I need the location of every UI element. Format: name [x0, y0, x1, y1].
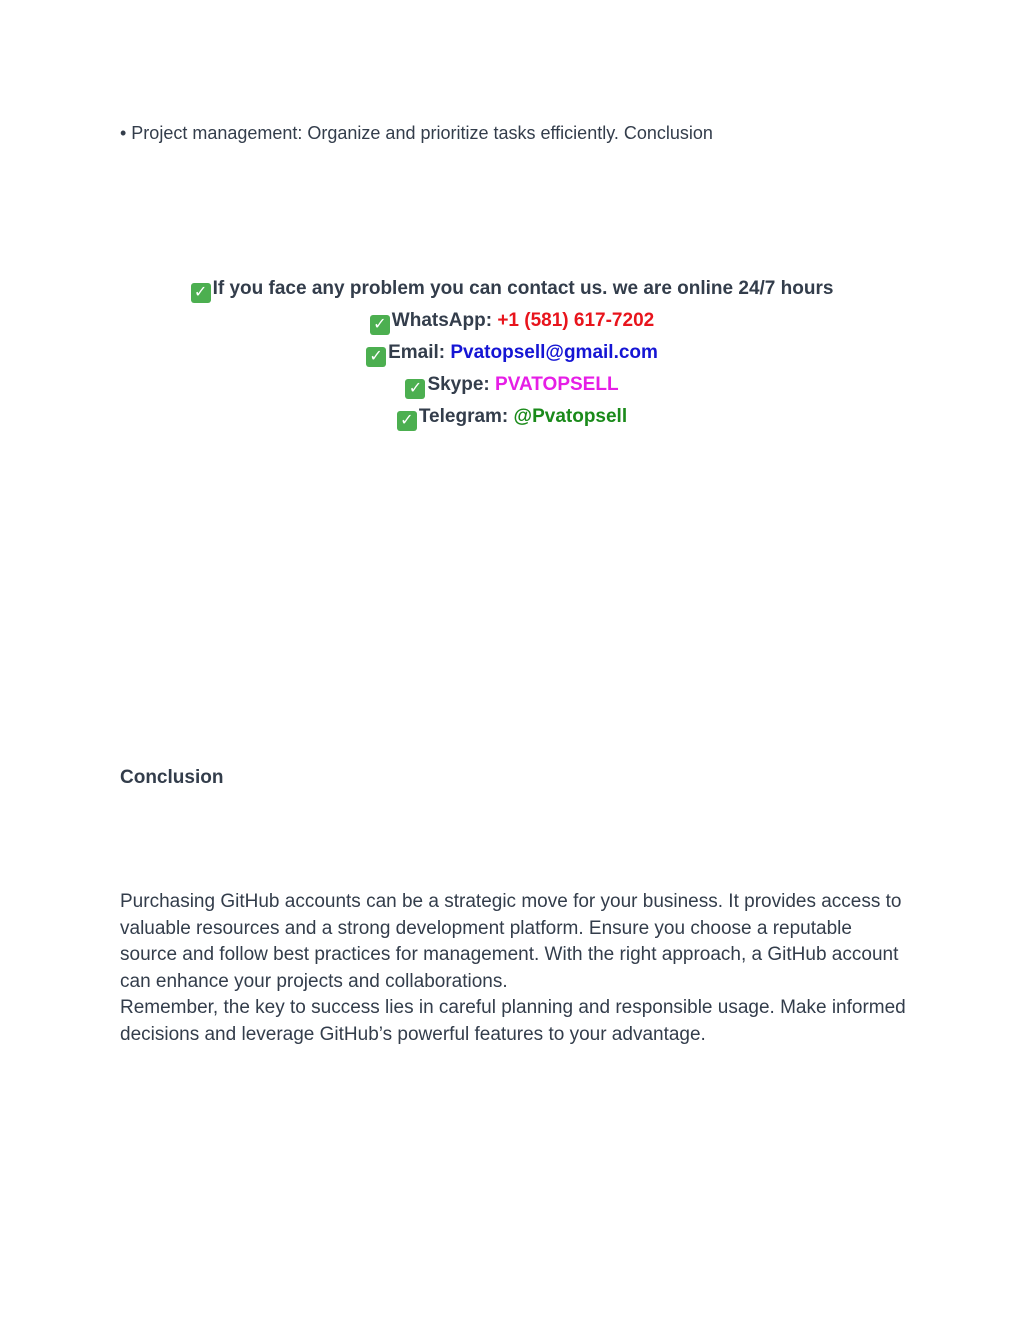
conclusion-paragraph-2: Remember, the key to success lies in careful planning and responsible usage. Make informed decisions and leverage GitHub’s powerful features to your advantage.	[120, 997, 906, 1045]
skype-label: Skype:	[427, 374, 496, 395]
telegram-handle: @Pvatopsell	[513, 406, 628, 427]
telegram-label: Telegram:	[418, 406, 514, 427]
contact-block	[0, 275, 1024, 435]
contact-email-line	[0, 339, 1024, 371]
whatsapp-label: WhatsApp:	[391, 310, 498, 331]
contact-skype-line	[0, 371, 1024, 403]
conclusion-paragraph-1: Purchasing GitHub accounts can be a strategic move for your business. It provides access to valuable resources and a strong development platform. Ensure you choose a reputable source and follow best practices for management. With the right approach, a GitHub account can enhance your projects and collaborations.	[120, 891, 902, 992]
check-mark-icon: ✓	[405, 379, 425, 399]
bullet-project-management: • Project management: Organize and prioritize tasks efficiently. Conclusion	[120, 123, 713, 143]
check-mark-icon: ✓	[366, 347, 386, 367]
contact-whatsapp-line	[0, 307, 1024, 339]
conclusion-heading: Conclusion	[120, 767, 224, 788]
email-label: Email:	[388, 342, 451, 363]
contact-intro-line	[0, 275, 1024, 307]
check-mark-icon: ✓	[370, 315, 390, 335]
contact-intro-text: If you face any problem you can contact us. we are online 24/7 hours	[212, 278, 834, 299]
email-address: Pvatopsell@gmail.com	[450, 342, 658, 363]
check-mark-icon: ✓	[191, 283, 211, 303]
skype-id: PVATOPSELL	[495, 374, 619, 395]
conclusion-body	[120, 889, 910, 1049]
contact-telegram-line	[0, 403, 1024, 435]
whatsapp-number: +1 (581) 617-7202	[497, 310, 655, 331]
check-mark-icon: ✓	[397, 411, 417, 431]
